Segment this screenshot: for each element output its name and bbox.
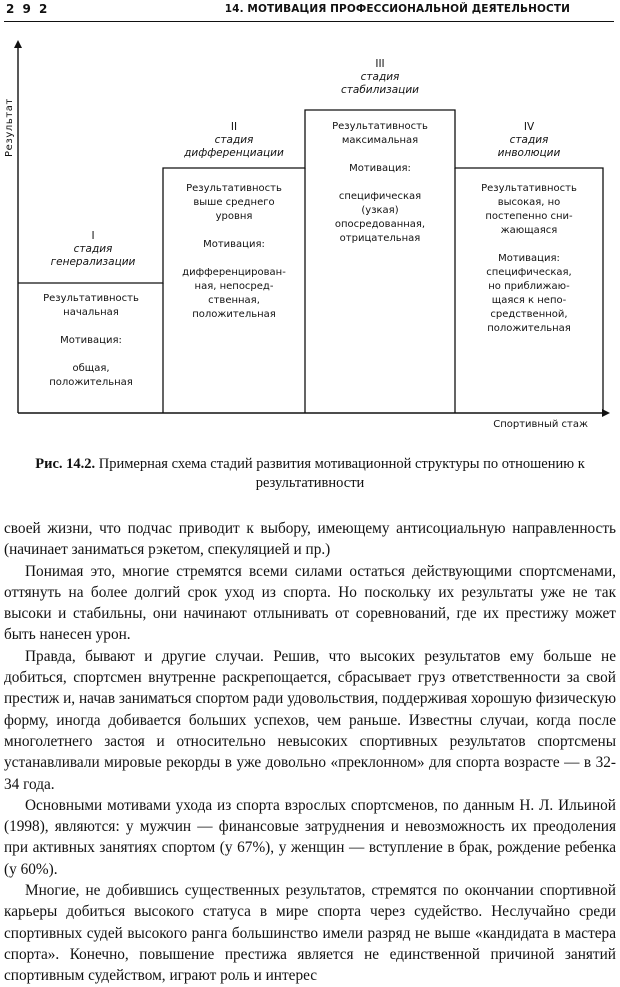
x-axis-label: Спортивный стаж bbox=[493, 419, 588, 430]
figure-caption-label: Рис. 14.2. bbox=[35, 456, 96, 472]
stage-4-numeral: IV bbox=[523, 121, 535, 133]
body-text bbox=[4, 518, 616, 987]
stage-2-heading bbox=[163, 121, 305, 160]
paragraph: Правда, бывают и другие случаи. Решив, что высоких результатов ему больше не добиться, спортсмен внутренне раскрепощается, сбрасывает груз ответственности за свой престиж и, начав заниматься спортом ради удовольствия, поддерживая хорошую физическую форму, иногда добивается больших успехов, чем раньше. Известны случаи, когда после многолетнего застоя и относительно невысоких спортивных результатов спортсмены устанавливали мировые рекорды в уже довольно «преклонном» для спорта возрасте — в 32-34 года. bbox=[4, 647, 616, 793]
stage-3-heading bbox=[305, 58, 455, 97]
stage-3-name: стадия стабилизации bbox=[341, 71, 419, 96]
stage-1-numeral: I bbox=[91, 230, 95, 242]
stage-3-numeral: III bbox=[375, 58, 385, 70]
stage-1-heading bbox=[28, 230, 158, 269]
paragraph: Многие, не добившись существенных результатов, стремятся по окончании спортивной карьеры добиться высокого статуса в мире спорта через судейство. Неслучайно среди спортивных судей высокого ранга большинство имели разряд не выше «кандидата в мастера спорта». Конечно, повышение престижа является не единственной причиной занятий спортивным судейством, играют роль и интерес bbox=[4, 882, 616, 985]
header-rule bbox=[4, 21, 614, 22]
stage-3-description: Результативность максимальная Мотивация: специфическая (узкая) опосредованная, отрицательная bbox=[332, 121, 428, 244]
y-axis-label: Результат bbox=[3, 98, 15, 157]
page-number: 2 9 2 bbox=[6, 2, 50, 16]
figure-caption-text: Примерная схема стадий развития мотивационной структуры по отношению к результативности bbox=[98, 456, 585, 491]
running-header-title: 14. МОТИВАЦИЯ ПРОФЕССИОНАЛЬНОЙ ДЕЯТЕЛЬНОСТИ bbox=[224, 3, 570, 15]
paragraph: своей жизни, что подчас приводит к выбору, имеющему антисоциальную направленность (начинает заниматься рэкетом, спекуляцией и пр.) bbox=[4, 520, 616, 559]
paragraph: Понимая это, многие стремятся всеми силами остаться действующими спортсменами, оттянуть на более долгий срок уход из спорта. Но поскольку их результаты уже не так высоки и стабильны, они начинают отлынивать от соревнований, где их престижу может быть нанесен урон. bbox=[4, 562, 616, 644]
stage-2-numeral: II bbox=[230, 121, 238, 133]
stage-4-description: Результативность высокая, но постепенно сни- жающаяся Мотивация: специфическая, но приближаю- щаяся к непо- средственной, положительная bbox=[481, 183, 577, 334]
figure-caption bbox=[6, 455, 614, 493]
stage-2-description: Результативность выше среднего уровня Мотивация: дифференцирован- ная, непосред- ственная, положительная bbox=[182, 183, 286, 320]
stage-4-heading bbox=[455, 121, 603, 160]
stage-4-name: стадия инволюции bbox=[497, 134, 561, 159]
stage-1-name: стадия генерализации bbox=[50, 243, 136, 268]
stage-2-name: стадия дифференциации bbox=[184, 134, 284, 159]
stage-1-description: Результативность начальная Мотивация: общая, положительная bbox=[43, 293, 139, 388]
stages-diagram bbox=[0, 30, 620, 440]
paragraph: Основными мотивами ухода из спорта взрослых спортсменов, по данным Н. Л. Ильиной (1998), являются: у мужчин — финансовые затруднения и невозможность их преодоления при активных занятиях спортом (у 67%), у женщин — вступление в брак, рождение ребенка (у 60%). bbox=[4, 796, 616, 878]
